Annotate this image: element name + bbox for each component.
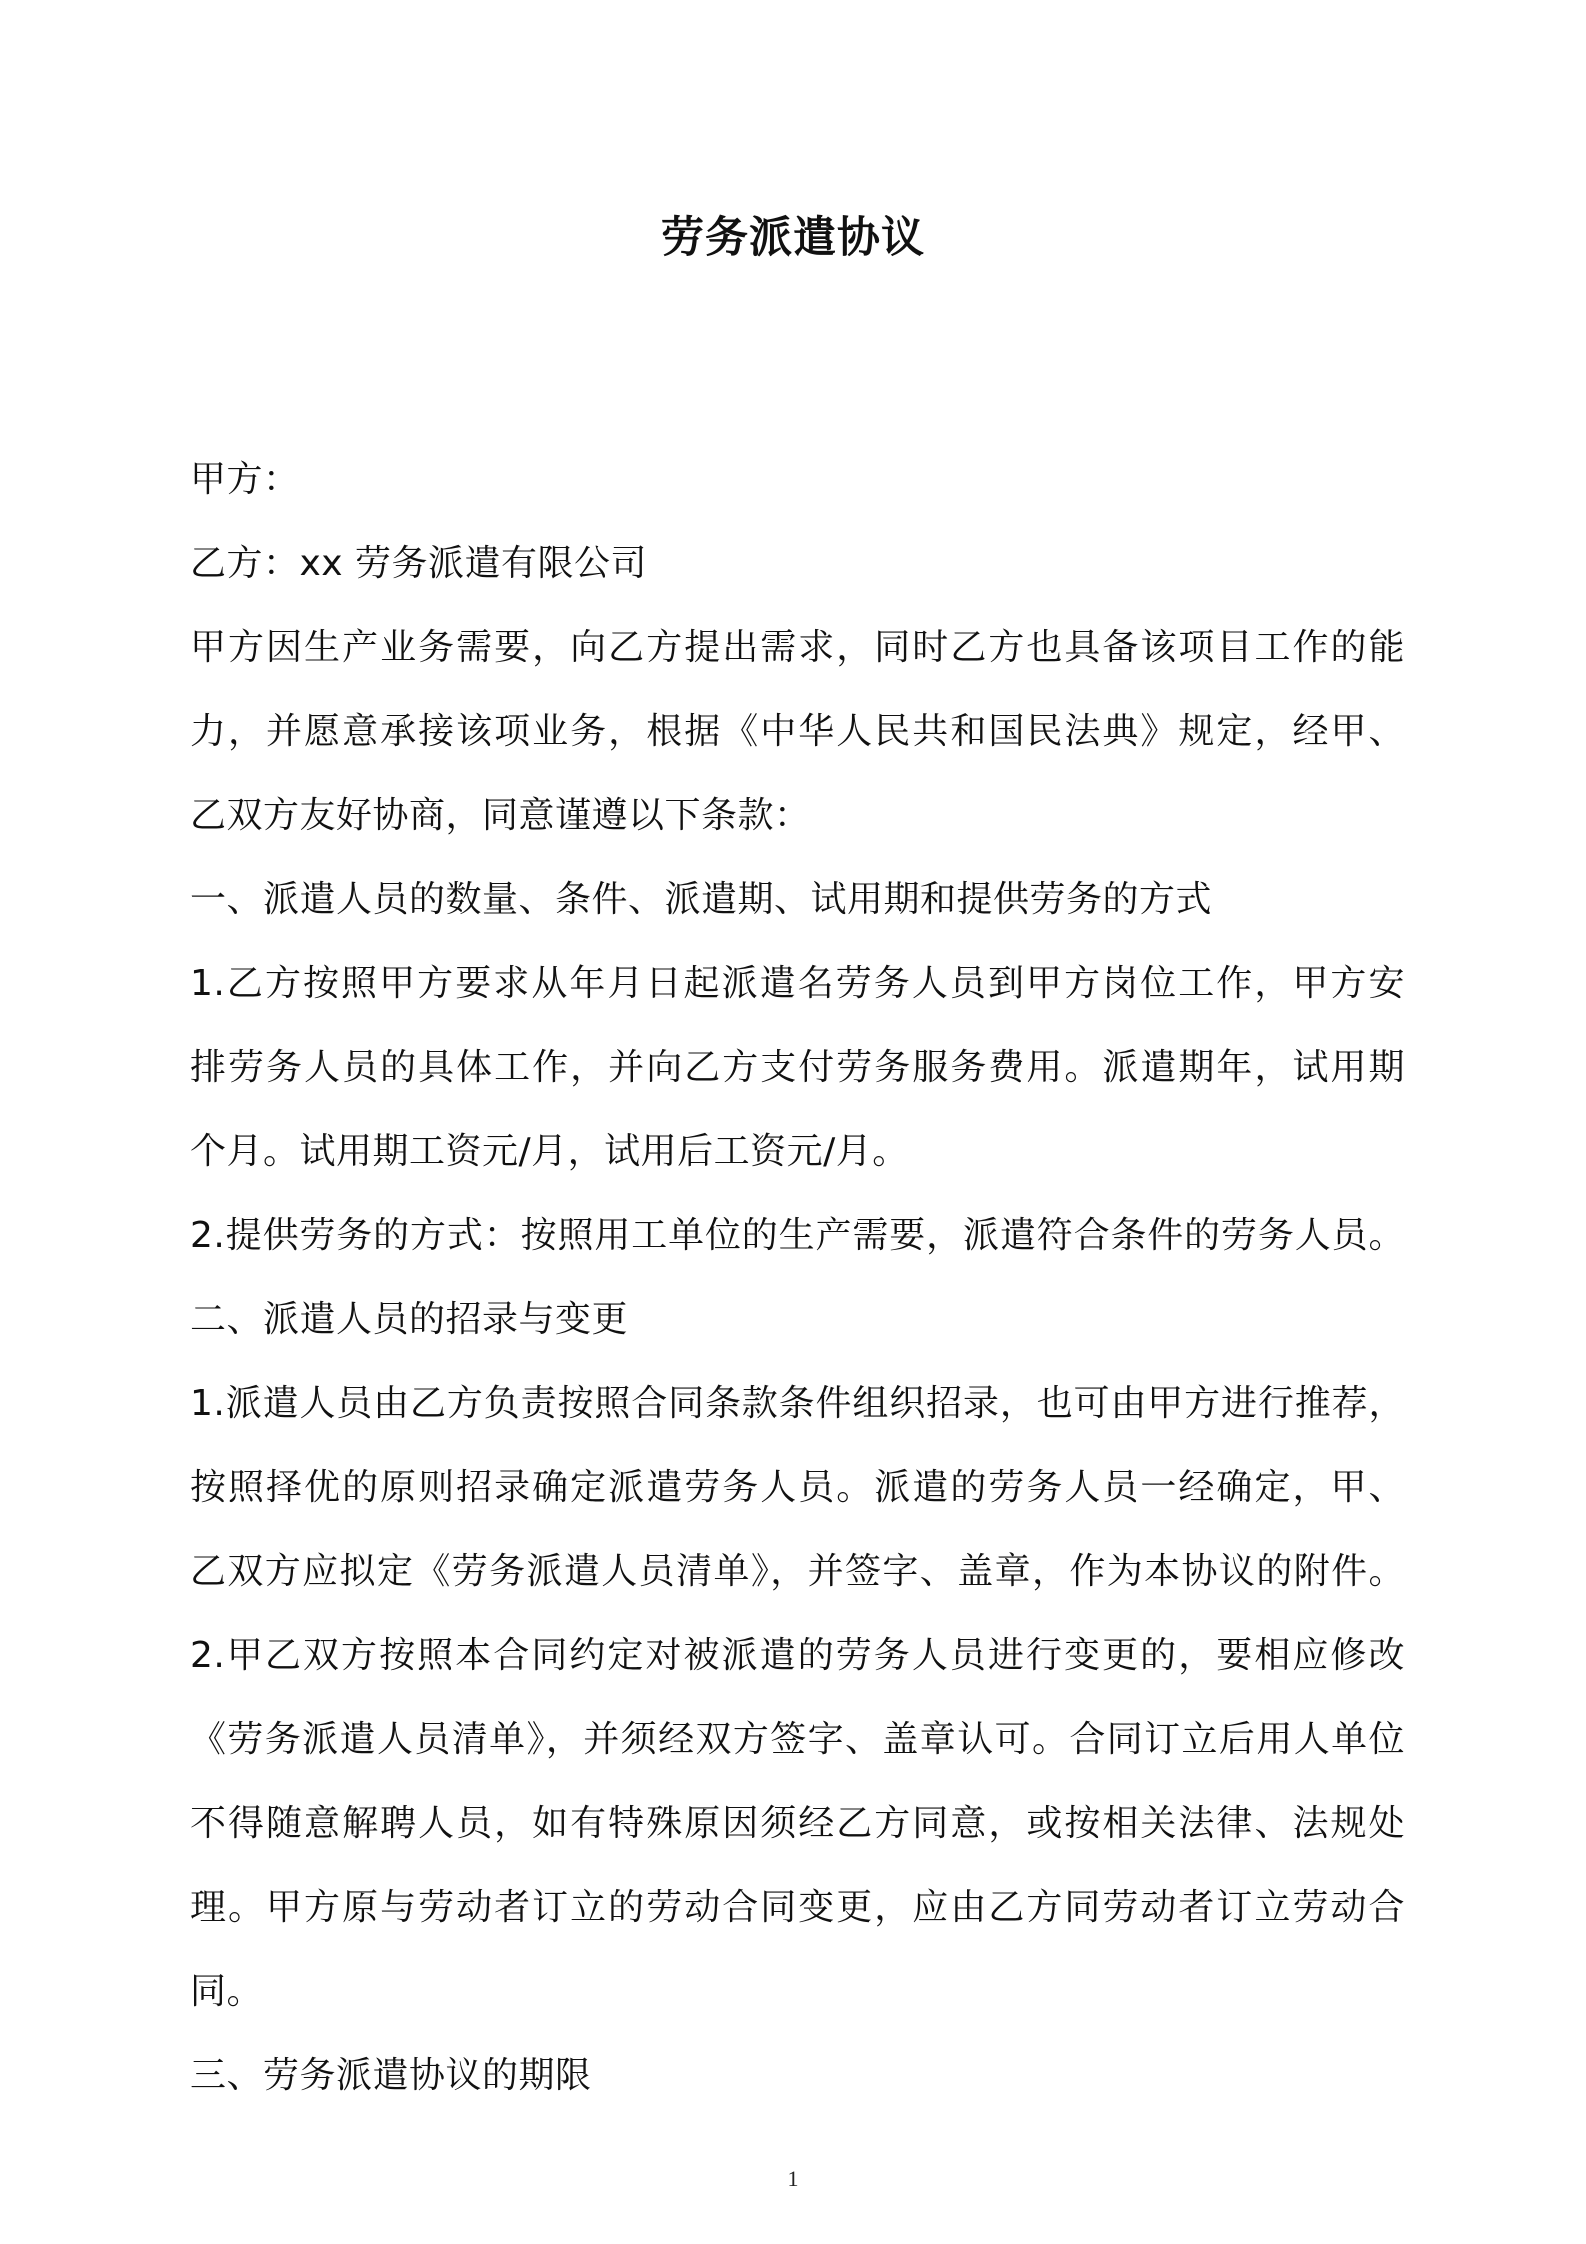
document-title: 劳务派遣协议 — [661, 213, 925, 263]
clause-2-2-line-2: 《劳务派遣人员清单》，并须经双方签字、盖章认可。合同订立后用人单位 — [190, 1719, 1405, 1760]
clause-2-1-line-1: 1.派遣人员由乙方负责按照合同条款条件组织招录，也可由甲方进行推荐， — [190, 1383, 1405, 1424]
page-number: 1 — [787, 2166, 799, 2191]
clause-2-2-line-1: 2.甲乙双方按照本合同约定对被派遣的劳务人员进行变更的，要相应修改 — [190, 1635, 1405, 1676]
party-b-line: 乙方：xx 劳务派遣有限公司 — [190, 543, 648, 584]
clause-2-1-line-3: 乙双方应拟定《劳务派遣人员清单》，并签字、盖章，作为本协议的附件。 — [190, 1551, 1405, 1592]
clause-2-2-line-3: 不得随意解聘人员，如有特殊原因须经乙方同意，或按相关法律、法规处 — [190, 1803, 1405, 1844]
party-a-line: 甲方： — [190, 459, 300, 500]
clause-1-1-line-2: 排劳务人员的具体工作，并向乙方支付劳务服务费用。派遣期年，试用期 — [190, 1047, 1405, 1088]
clause-2-2-line-5: 同。 — [190, 1971, 264, 2012]
section-heading-1: 一、派遣人员的数量、条件、派遣期、试用期和提供劳务的方式 — [190, 879, 1213, 920]
clause-2-2-line-4: 理。甲方原与劳动者订立的劳动合同变更，应由乙方同劳动者订立劳动合 — [190, 1887, 1405, 1928]
clause-1-1-line-3: 个月。试用期工资元/月，试用后工资元/月。 — [190, 1131, 909, 1172]
preamble-line-1: 甲方因生产业务需要，向乙方提出需求，同时乙方也具备该项目工作的能 — [190, 627, 1405, 668]
clause-1-2-line-1: 2.提供劳务的方式：按照用工单位的生产需要，派遣符合条件的劳务人员。 — [190, 1215, 1405, 1256]
document-body — [190, 438, 1405, 2118]
preamble-line-3: 乙双方友好协商，同意谨遵以下条款： — [190, 795, 811, 836]
clause-2-1-line-2: 按照择优的原则招录确定派遣劳务人员。派遣的劳务人员一经确定，甲、 — [190, 1467, 1405, 1508]
clause-1-1-line-1: 1.乙方按照甲方要求从年月日起派遣名劳务人员到甲方岗位工作，甲方安 — [190, 963, 1405, 1004]
preamble-line-2: 力，并愿意承接该项业务，根据《中华人民共和国民法典》规定，经甲、 — [190, 711, 1405, 752]
section-heading-3: 三、劳务派遣协议的期限 — [190, 2055, 592, 2096]
section-heading-2: 二、派遣人员的招录与变更 — [190, 1299, 629, 1340]
